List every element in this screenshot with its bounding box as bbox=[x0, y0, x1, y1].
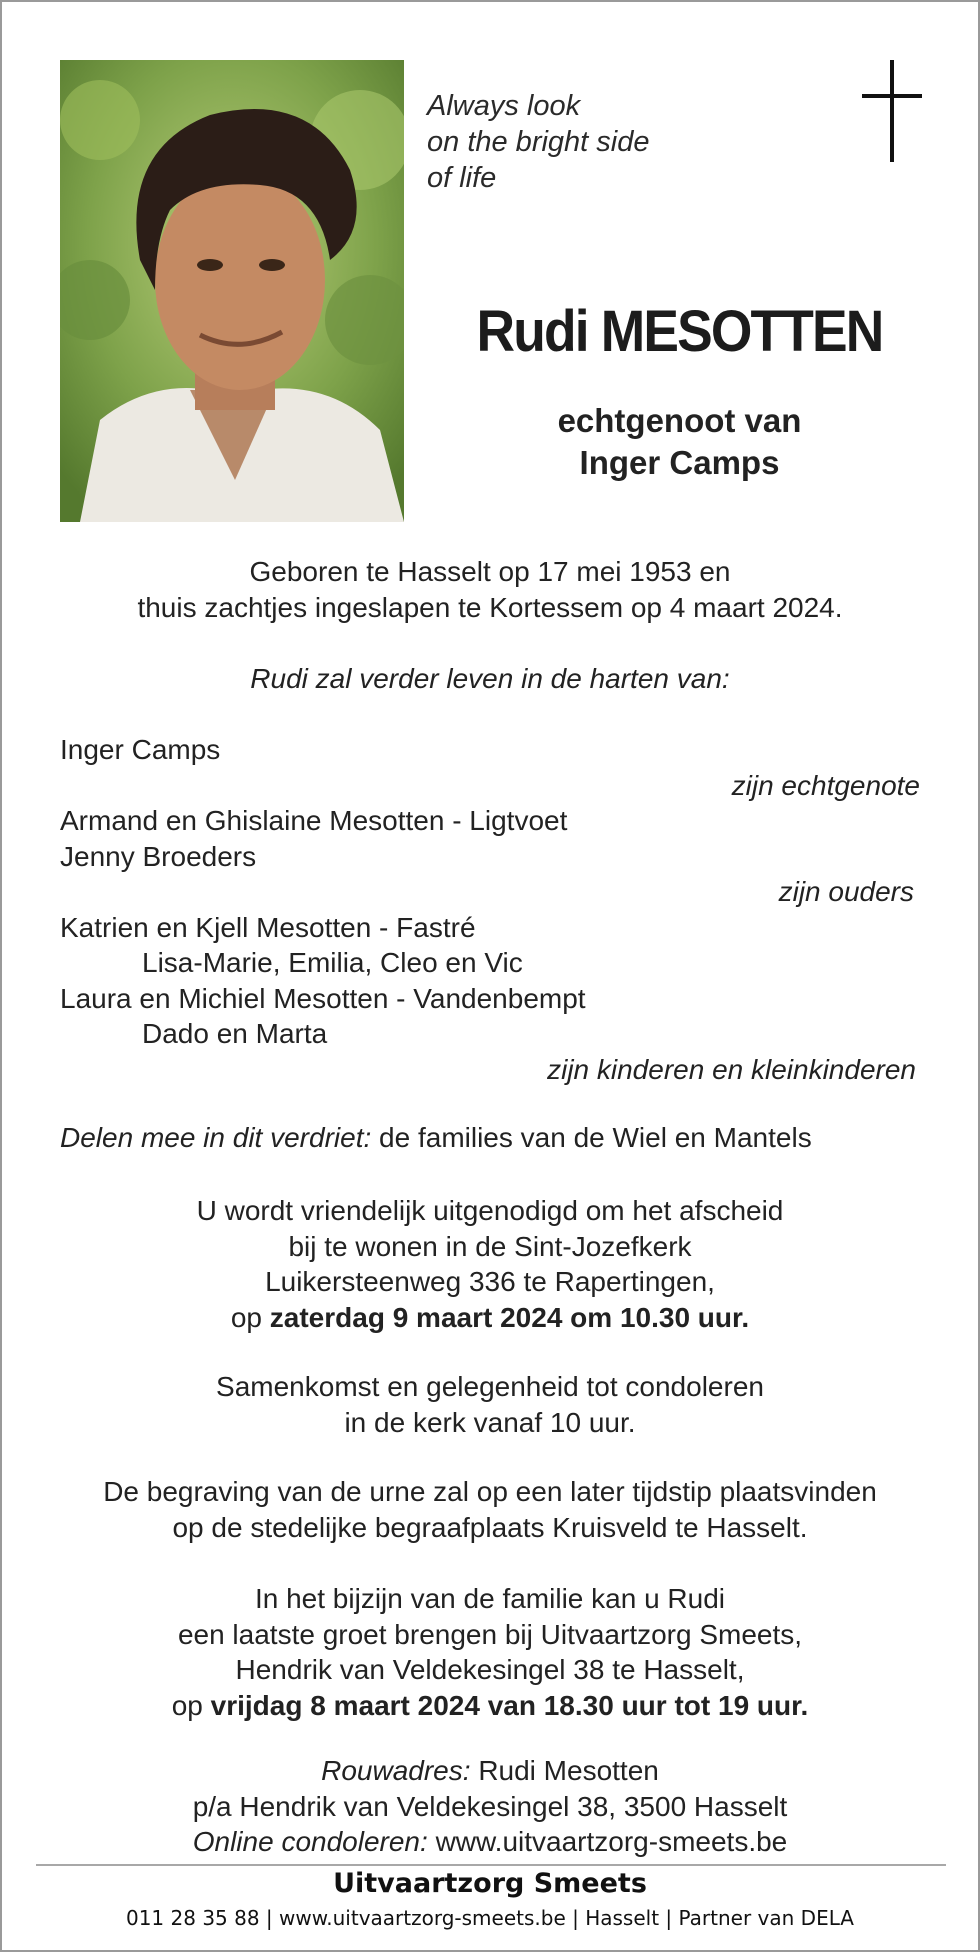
address-label: Rouwadres: bbox=[321, 1755, 471, 1786]
motto-line: Always look bbox=[427, 90, 581, 122]
condolence-block bbox=[60, 1369, 920, 1440]
family-grandchildren: Dado en Marta bbox=[142, 1018, 328, 1049]
motto-line: on the bright side bbox=[427, 126, 650, 158]
text-line: bij te wonen in de Sint-Jozefkerk bbox=[288, 1230, 692, 1262]
address-street: p/a Hendrik van Veldekesingel 38, 3500 Hasselt bbox=[192, 1790, 788, 1822]
text-line: een laatste groet brengen bij Uitvaartzorg Smeets, bbox=[177, 1618, 803, 1650]
family-member: Laura en Michiel Mesotten - Vandenbempt bbox=[60, 982, 586, 1014]
family-role: zijn kinderen en kleinkinderen bbox=[547, 1053, 916, 1085]
text-line: in de kerk vanaf 10 uur. bbox=[344, 1406, 636, 1438]
visit-date: vrijdag 8 maart 2024 van 18.30 uur tot 19 uur. bbox=[210, 1689, 809, 1721]
text-line: Geboren te Hasselt op 17 mei 1953 en bbox=[249, 556, 731, 587]
family-role: zijn ouders bbox=[778, 876, 914, 907]
footer-divider bbox=[36, 1864, 946, 1866]
text-line: Hendrik van Veldekesingel 38 te Hasselt, bbox=[235, 1654, 745, 1685]
shared-grief bbox=[60, 1120, 920, 1156]
motto-line: of life bbox=[427, 162, 497, 194]
shared-value: de families van de Wiel en Mantels bbox=[379, 1122, 812, 1153]
funeral-home-info: 011 28 35 88 | www.uitvaartzorg-smeets.be | Hasselt | Partner van DELA bbox=[125, 1906, 854, 1930]
family-member: Katrien en Kjell Mesotten - Fastré bbox=[60, 911, 476, 943]
funeral-home-name: Uitvaartzorg Smeets bbox=[333, 1868, 647, 1899]
portrait-image bbox=[60, 60, 404, 522]
online-label: Online condoleren: bbox=[192, 1826, 428, 1857]
motto bbox=[427, 88, 649, 196]
family-role: zijn echtgenote bbox=[731, 769, 920, 801]
burial-block bbox=[60, 1474, 920, 1545]
shared-label: Delen mee in dit verdriet: bbox=[60, 1122, 372, 1153]
family-member: Inger Camps bbox=[60, 734, 221, 765]
date-prefix: op bbox=[171, 1689, 203, 1721]
spouse-block bbox=[402, 400, 957, 484]
deceased-name: Rudi MESOTTEN bbox=[476, 299, 883, 364]
text-line: Luikersteenweg 336 te Rapertingen, bbox=[265, 1266, 715, 1297]
family-member: Jenny Broeders bbox=[60, 840, 257, 872]
ceremony-date-line bbox=[60, 1300, 920, 1336]
spouse-name: Inger Camps bbox=[579, 444, 780, 481]
intro-text: Rudi zal verder leven in de harten van: bbox=[250, 663, 730, 694]
ceremony-date: zaterdag 9 maart 2024 om 10.30 uur. bbox=[269, 1301, 750, 1333]
visit-block bbox=[60, 1581, 920, 1723]
text-line: In het bijzijn van de familie kan u Rudi bbox=[254, 1583, 726, 1614]
portrait-photo bbox=[60, 60, 404, 522]
online-line bbox=[60, 1824, 920, 1860]
text-line: U wordt vriendelijk uitgenodigd om het afscheid bbox=[196, 1195, 784, 1226]
text-line: thuis zachtjes ingeslapen te Kortessem op 4 maart 2024. bbox=[137, 591, 843, 623]
family-grandchildren: Lisa-Marie, Emilia, Cleo en Vic bbox=[142, 947, 523, 978]
text-line: Samenkomst en gelegenheid tot condoleren bbox=[216, 1371, 764, 1402]
text-line: op de stedelijke begraafplaats Kruisveld te Hasselt. bbox=[172, 1511, 808, 1543]
birth-death-text bbox=[60, 554, 920, 625]
text-line: De begraving van de urne zal op een later tijdstip plaatsvinden bbox=[103, 1476, 877, 1507]
address-line bbox=[60, 1753, 920, 1789]
family-member: Armand en Ghislaine Mesotten - Ligtvoet bbox=[60, 805, 568, 836]
family-list bbox=[60, 732, 920, 1087]
cross-icon bbox=[862, 60, 922, 162]
date-prefix: op bbox=[230, 1301, 262, 1333]
address-name: Rudi Mesotten bbox=[478, 1755, 659, 1786]
visit-date-line bbox=[60, 1688, 920, 1724]
relation-label: echtgenoot van bbox=[557, 402, 802, 439]
address-block bbox=[60, 1753, 920, 1860]
online-url[interactable]: www.uitvaartzorg-smeets.be bbox=[435, 1826, 788, 1857]
ceremony-block bbox=[60, 1193, 920, 1335]
